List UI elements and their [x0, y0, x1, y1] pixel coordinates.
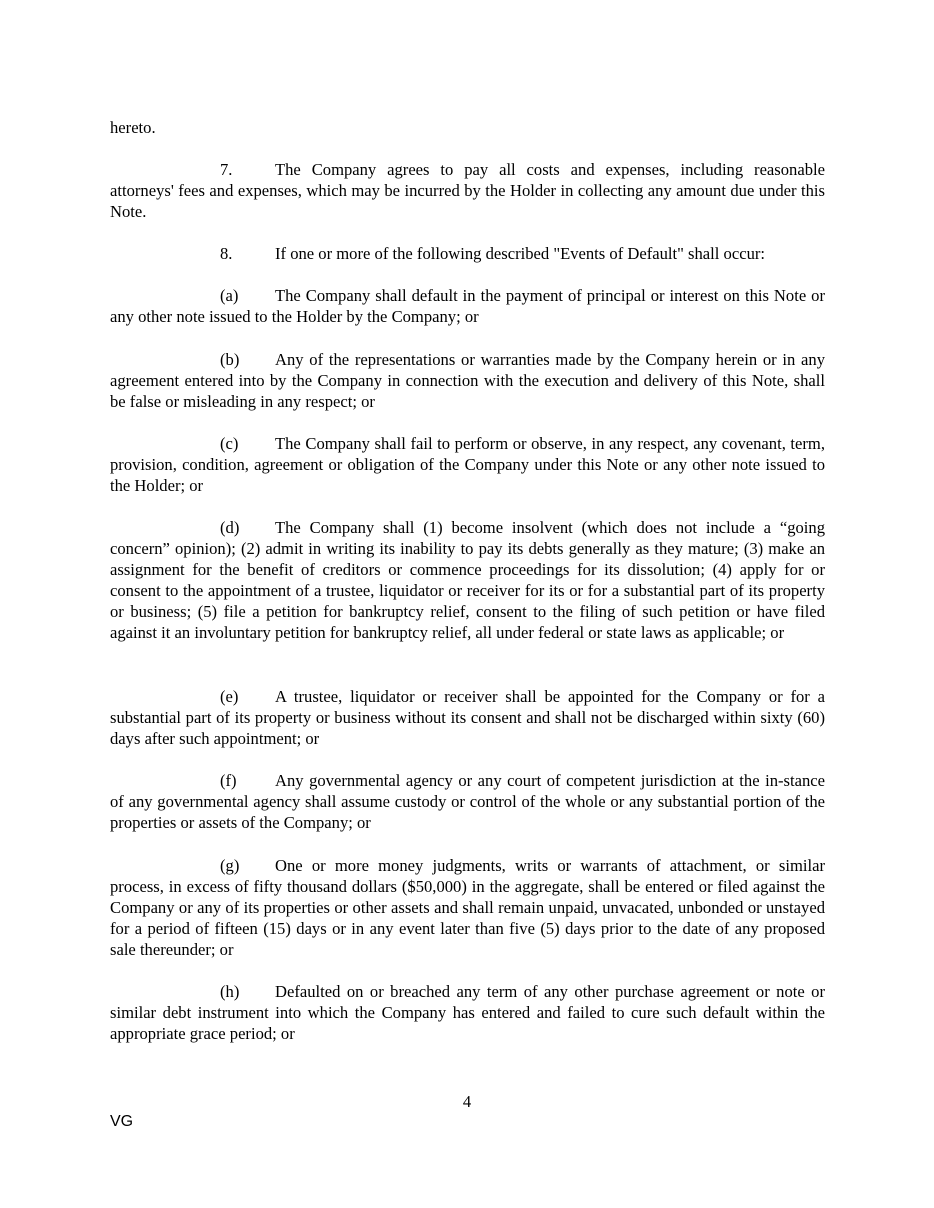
- clause-letter: (h): [220, 982, 240, 1001]
- paragraph-number: 8.: [220, 244, 233, 263]
- clause-b: [110, 349, 825, 412]
- paragraph-text: The Company agrees to pay all costs and expenses, including reasonable attorneys' fees and expenses, which may be incurred by the Holder in collecting any amount due under this Note.: [110, 160, 825, 222]
- clause-g: [110, 855, 825, 960]
- clause-text: A trustee, liquidator or receiver shall be appointed for the Company or for a substantial part of its property or business without its consent and shall not be discharged within sixty (60) days after such appointment; or: [110, 687, 825, 749]
- clause-text: Defaulted on or breached any term of any other purchase agreement or note or similar debt instrument into which the Company has entered and failed to cure such default within the appropriate grace period; or: [110, 982, 825, 1044]
- clause-f: [110, 770, 825, 833]
- clause-text: Any of the representations or warranties made by the Company herein or in any agreement entered into by the Company in connection with the execution and delivery of this Note, shall be false or misleading in any respect; or: [110, 350, 825, 412]
- paragraph-8: [110, 243, 825, 264]
- clause-h: [110, 981, 825, 1044]
- clause-text: One or more money judgments, writs or warrants of attachment, or similar process, in excess of fifty thousand dollars ($50,000) in the aggregate, shall be entered or filed against the Company or any of its properties or other assets and shall remain unpaid, unvacated, unbonded or unstayed for a period of fifteen (15) days or in any event later than five (5) days prior to the date of any proposed sale thereunder; or: [110, 856, 825, 960]
- clause-letter: (d): [220, 518, 240, 537]
- clause-c: [110, 433, 825, 496]
- clause-text: The Company shall default in the payment of principal or interest on this Note or any other note issued to the Holder by the Company; or: [110, 286, 825, 327]
- clause-letter: (e): [220, 687, 239, 706]
- paragraph-number: 7.: [220, 160, 233, 179]
- paragraph-text: If one or more of the following described "Events of Default" shall occur:: [275, 244, 766, 263]
- clause-letter: (f): [220, 771, 237, 790]
- clause-text: The Company shall (1) become insolvent (which does not include a “going concern” opinion); (2) admit in writing its inability to pay its debts generally as they mature; (3) make an assignment for the benefit of creditors or commence proceedings for its dissolution; (4) apply for or consent to the appointment of a trustee, liquidator or receiver for its or for a substantial part of its property or business; (5) file a petition for bankruptcy relief, consent to the filing of such petition or have filed against it an involuntary petition for bankruptcy relief, all under federal or state laws as applicable; or: [110, 518, 825, 643]
- clause-letter: (g): [220, 856, 240, 875]
- continuation-text: hereto.: [110, 118, 156, 137]
- clause-letter: (b): [220, 350, 240, 369]
- clause-d: [110, 517, 825, 644]
- clause-text: The Company shall fail to perform or observe, in any respect, any covenant, term, provision, condition, agreement or obligation of the Company under this Note or any other note issued to the Holder; or: [110, 434, 825, 496]
- clause-text: Any governmental agency or any court of competent jurisdiction at the in-stance of any governmental agency shall assume custody or control of the whole or any substantial portion of the properties or assets of the Company; or: [110, 771, 825, 833]
- footer-initials: VG: [110, 1113, 134, 1130]
- clause-a: [110, 285, 825, 327]
- clause-letter: (c): [220, 434, 239, 453]
- paragraph-7: [110, 159, 825, 222]
- clause-e: [110, 686, 825, 749]
- page-number: 4: [462, 1092, 472, 1111]
- clause-letter: (a): [220, 286, 239, 305]
